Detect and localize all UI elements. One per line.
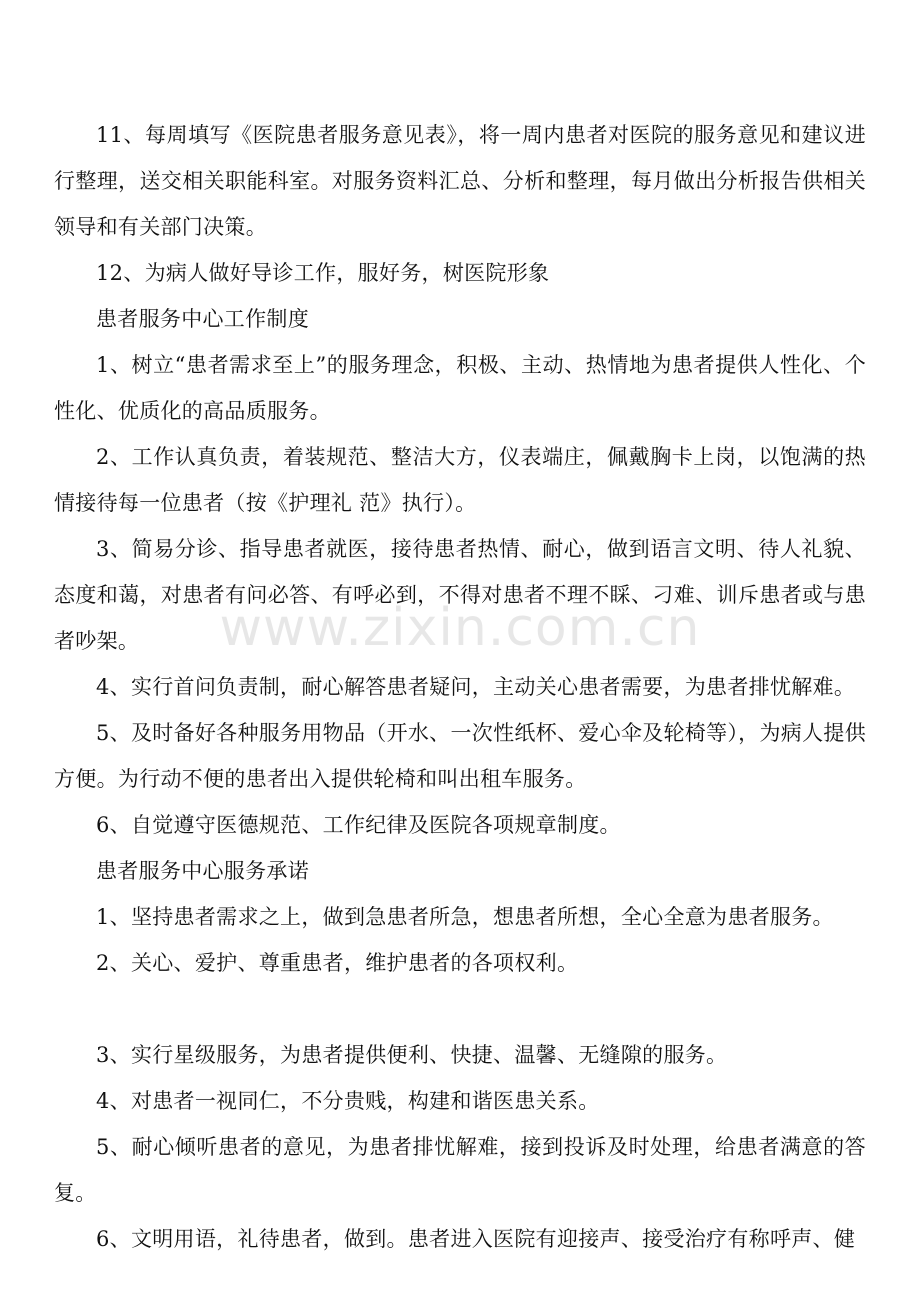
paragraph: 5、耐心倾听患者的意见，为患者排忧解难，接到投诉及时处理，给患者满意的答复。: [54, 1135, 866, 1205]
paragraph: 6、自觉遵守医德规范、工作纪律及医院各项规章制度。: [96, 813, 621, 837]
paragraph: 1、树立“患者需求至上”的服务理念，积极、主动、热情地为患者提供人性化、个性化、优质化的高品质服务。: [54, 353, 866, 423]
paragraph: 2、关心、爱护、尊重患者，维护患者的各项权利。: [96, 951, 579, 975]
paragraph: 4、实行首问负责制，耐心解答患者疑问，主动关心患者需要，为患者排忧解难。: [96, 675, 856, 699]
paragraph: 2、工作认真负责，着装规范、整洁大方，仪表端庄，佩戴胸卡上岗，以饱满的热情接待每一位患者（按《护理礼 范》执行）。: [54, 445, 866, 515]
paragraph: 3、实行星级服务，为患者提供便利、快捷、温馨、无缝隙的服务。: [96, 1043, 728, 1067]
document-body: [54, 112, 866, 1262]
paragraph: 3、简易分诊、指导患者就医，接待患者热情、耐心，做到语言文明、待人礼貌、态度和蔼，对患者有问必答、有呼必到，不得对患者不理不睬、刁难、训斥患者或与患者吵架。: [54, 537, 866, 653]
section-heading: 患者服务中心服务承诺: [96, 859, 309, 883]
paragraph: 12、为病人做好导诊工作，服好务，树医院形象: [96, 261, 550, 285]
paragraph: 4、对患者一视同仁，不分贵贱，构建和谐医患关系。: [96, 1089, 600, 1113]
section-heading: 患者服务中心工作制度: [96, 307, 309, 331]
paragraph: 1、坚持患者需求之上，做到急患者所急，想患者所想，全心全意为患者服务。: [96, 905, 834, 929]
paragraph: 11、每周填写《医院患者服务意见表》，将一周内患者对医院的服务意见和建议进行整理，送交相关职能科室。对服务资料汇总、分析和整理，每月做出分析报告供相关领导和有关部门决策。: [54, 123, 866, 239]
watermark: www.zixin.com.cn: [219, 598, 701, 658]
paragraph: 5、及时备好各种服务用物品（开水、一次性纸杯、爱心伞及轮椅等），为病人提供方便。为行动不便的患者出入提供轮椅和叫出租车服务。: [54, 721, 866, 791]
blank-line: [54, 986, 866, 1032]
paragraph: 6、文明用语，礼待患者，做到。患者进入医院有迎接声、接受治疗有称呼声、健: [96, 1227, 856, 1251]
